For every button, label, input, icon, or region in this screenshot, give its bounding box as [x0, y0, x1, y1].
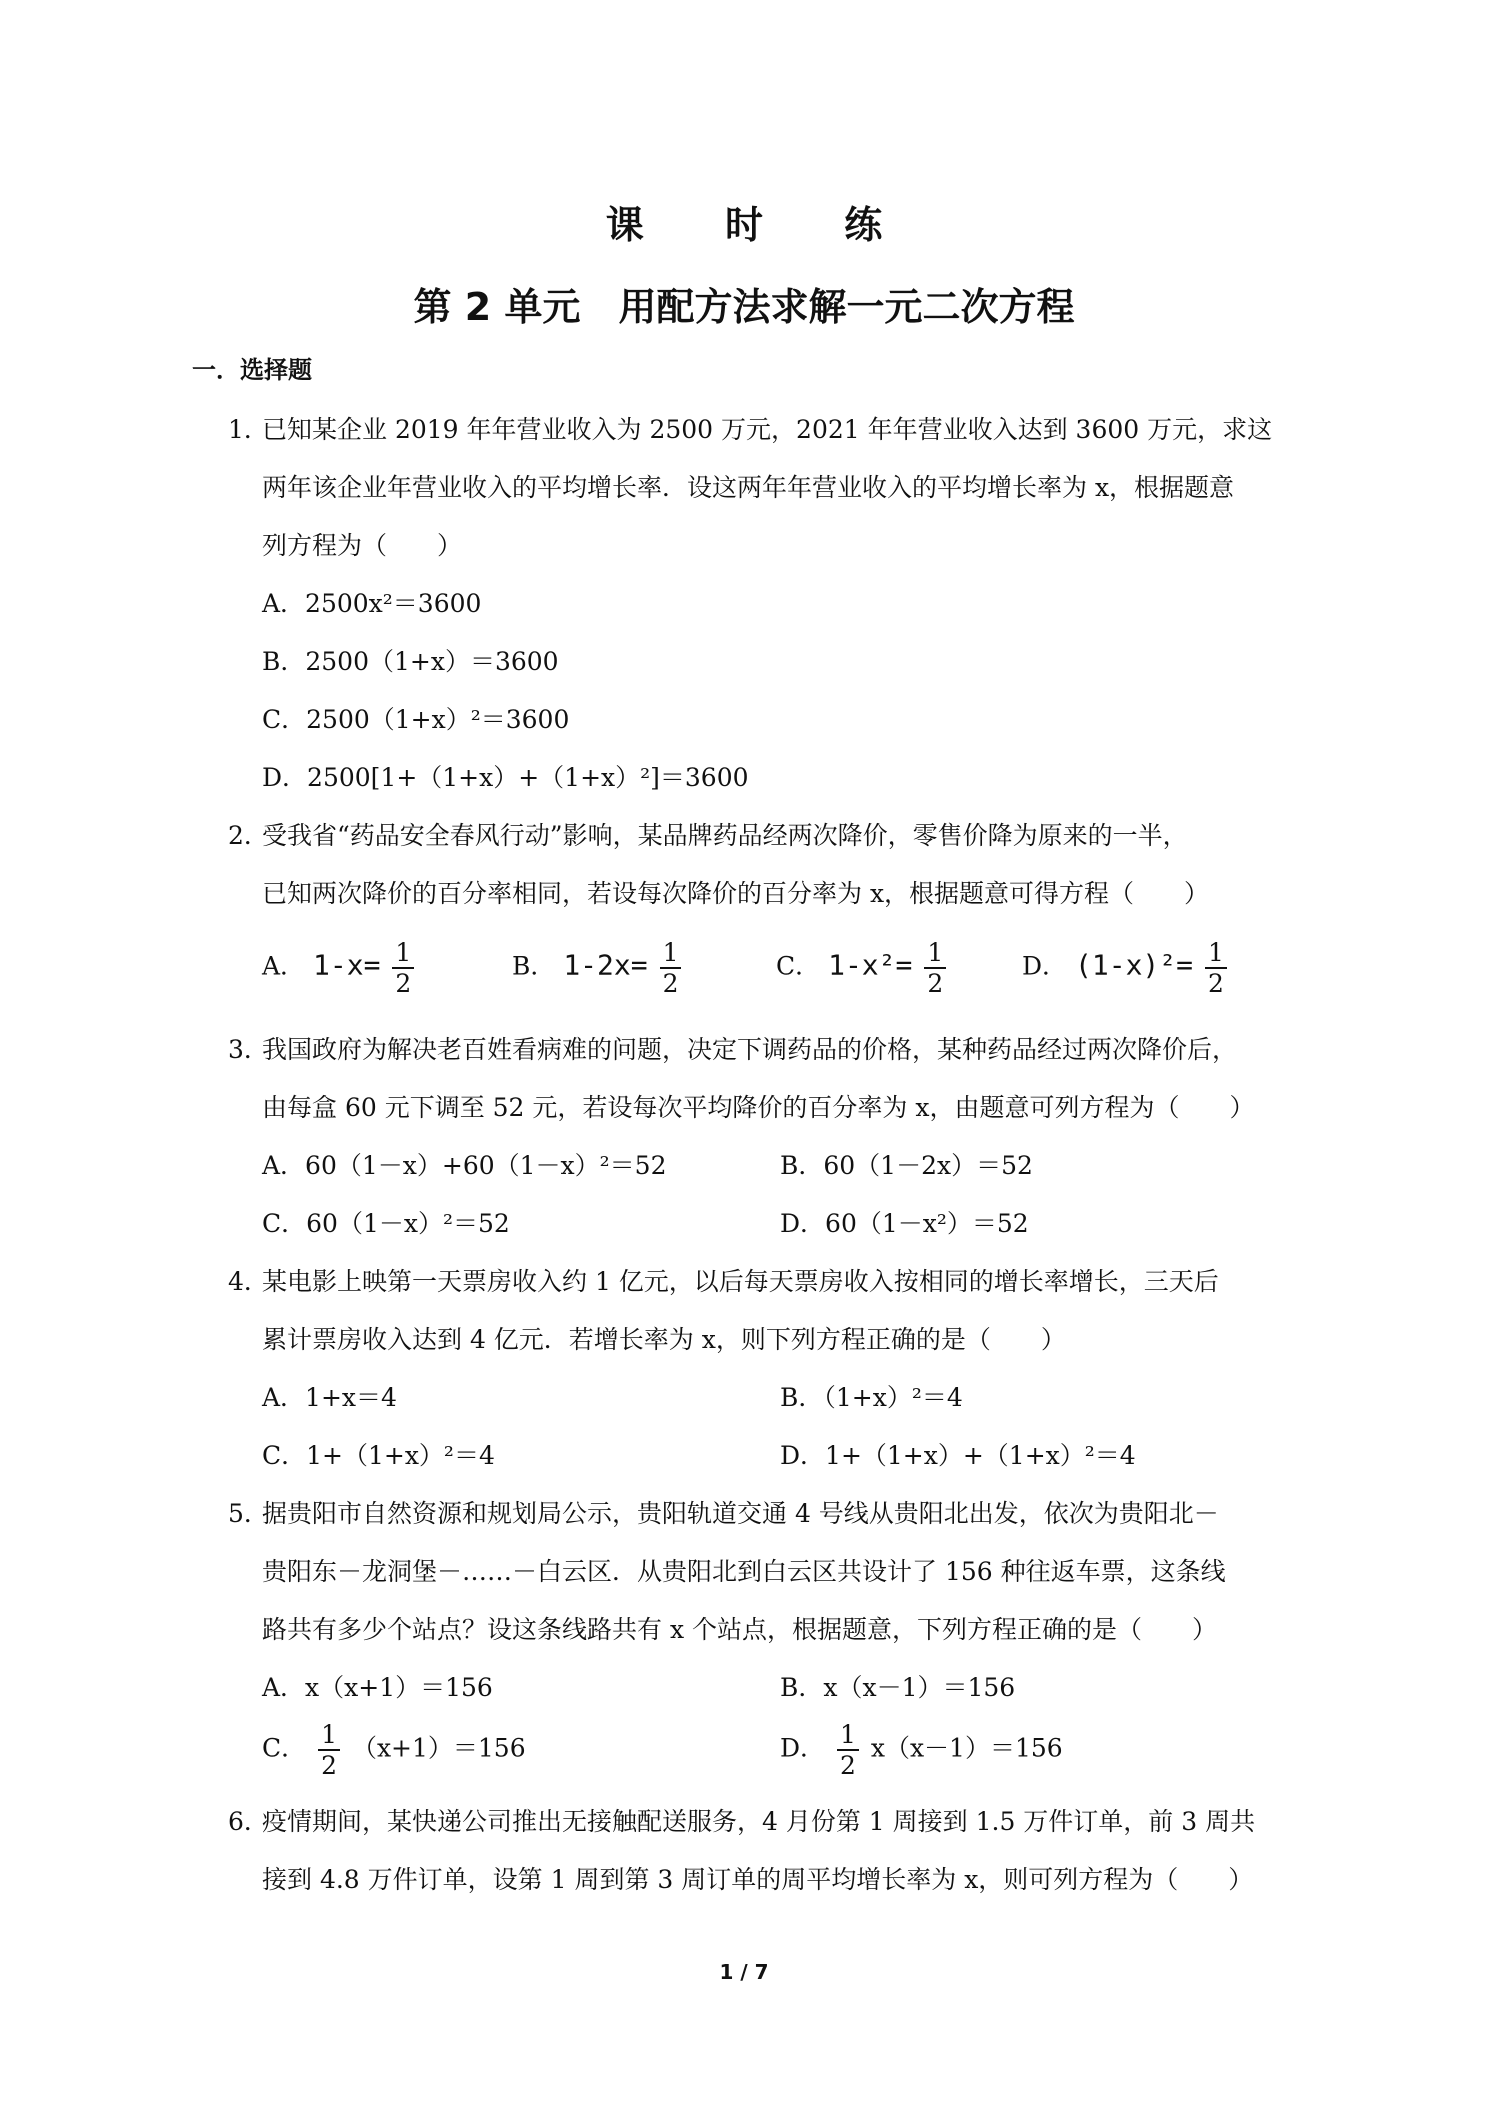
fraction — [837, 1722, 859, 1778]
option-expression: (1-x)²= — [1075, 948, 1194, 982]
question-3-option-c: C．60（1－x）²＝52 — [262, 1209, 510, 1238]
option-letter: C． — [776, 951, 821, 981]
question-4-option-a: A．1+x＝4 — [262, 1383, 397, 1412]
question-1-number: 1． — [228, 415, 269, 444]
question-1-line-2: 两年该企业年营业收入的平均增长率．设这两年年营业收入的平均增长率为 x，根据题意 — [262, 473, 1235, 502]
question-5-line-3: 路共有多少个站点？设这条线路共有 x 个站点，根据题意，下列方程正确的是（ ） — [262, 1615, 1217, 1644]
page-number: 1 / 7 — [719, 1960, 769, 1984]
fraction — [660, 940, 682, 996]
section-heading: 一．选择题 — [192, 356, 312, 384]
question-4-option-d: D．1+（1+x）+（1+x）²＝4 — [780, 1441, 1136, 1470]
fraction — [392, 940, 414, 996]
question-3-option-b: B．60（1－2x）＝52 — [780, 1151, 1033, 1180]
question-3-line-1: 我国政府为解决老百姓看病难的问题，决定下调药品的价格，某种药品经过两次降价后， — [262, 1035, 1238, 1064]
fraction-numerator: 1 — [660, 940, 682, 969]
option-expression: x（x－1）＝156 — [870, 1733, 1063, 1763]
question-3-option-a: A．60（1－x）+60（1－x）²＝52 — [262, 1151, 667, 1180]
question-6-line-1: 疫情期间，某快递公司推出无接触配送服务，4 月份第 1 周接到 1.5 万件订单，前 3 周共 — [262, 1807, 1256, 1836]
question-6-line-2: 接到 4.8 万件订单，设第 1 周到第 3 周订单的周平均增长率为 x，则可列方程为（ ） — [262, 1865, 1254, 1894]
fraction-numerator: 1 — [1205, 940, 1227, 969]
question-1-option-d: D．2500[1+（1+x）+（1+x）²]＝3600 — [262, 763, 749, 792]
document-title: 课 时 练 — [605, 203, 917, 247]
question-2-line-1: 受我省“药品安全春风行动”影响，某品牌药品经两次降价，零售价降为原来的一半， — [262, 821, 1188, 850]
unit-title: 第 2 单元 用配方法求解一元二次方程 — [413, 285, 1075, 329]
question-5-line-2: 贵阳东－龙洞堡－……－白云区．从贵阳北到白云区共设计了 156 种往返车票，这条线 — [262, 1557, 1226, 1586]
question-6-number: 6． — [228, 1807, 269, 1836]
fraction-denominator: 2 — [395, 969, 412, 998]
fraction-denominator: 2 — [662, 969, 679, 998]
question-2-option-a — [262, 940, 418, 996]
fraction — [1205, 940, 1227, 996]
question-2-option-c — [776, 940, 950, 996]
fraction-numerator: 1 — [392, 940, 414, 969]
question-4-option-c: C．1+（1+x）²＝4 — [262, 1441, 495, 1470]
option-letter: A． — [262, 951, 306, 981]
question-5-option-d — [780, 1722, 1063, 1778]
option-letter: C． — [262, 1733, 307, 1763]
question-1-option-a: A．2500x²＝3600 — [262, 589, 482, 618]
question-1-line-3: 列方程为（ ） — [262, 531, 463, 560]
question-4-option-b: B．（1+x）²＝4 — [780, 1383, 963, 1412]
question-5-option-b: B．x（x－1）＝156 — [780, 1673, 1016, 1702]
question-1-option-c: C．2500（1+x）²＝3600 — [262, 705, 570, 734]
option-letter: B． — [512, 951, 556, 981]
question-4-line-2: 累计票房收入达到 4 亿元．若增长率为 x，则下列方程正确的是（ ） — [262, 1325, 1066, 1354]
question-4-line-1: 某电影上映第一天票房收入约 1 亿元，以后每天票房收入按相同的增长率增长，三天后 — [262, 1267, 1219, 1296]
fraction-numerator: 1 — [318, 1722, 340, 1751]
question-2-number: 2． — [228, 821, 269, 850]
option-expression: 1-x= — [313, 948, 381, 982]
question-3-option-d: D．60（1－x²）＝52 — [780, 1209, 1029, 1238]
question-3-line-2: 由每盒 60 元下调至 52 元，若设每次平均降价的百分率为 x，由题意可列方程为（ ） — [262, 1093, 1255, 1122]
fraction-numerator: 1 — [924, 940, 946, 969]
fraction — [318, 1722, 340, 1778]
question-5-option-c — [262, 1722, 526, 1778]
fraction-denominator: 2 — [1207, 969, 1224, 998]
question-5-line-1: 据贵阳市自然资源和规划局公示，贵阳轨道交通 4 号线从贵阳北出发，依次为贵阳北－ — [262, 1499, 1219, 1528]
fraction-numerator: 1 — [837, 1722, 859, 1751]
question-2-option-d — [1022, 940, 1231, 996]
question-4-number: 4． — [228, 1267, 269, 1296]
question-2-option-b — [512, 940, 685, 996]
question-2-line-2: 已知两次降价的百分率相同，若设每次降价的百分率为 x，根据题意可得方程（ ） — [262, 879, 1210, 908]
option-expression: （x+1）＝156 — [351, 1733, 526, 1763]
question-1-line-1: 已知某企业 2019 年年营业收入为 2500 万元，2021 年年营业收入达到 3600 万元，求这 — [262, 415, 1273, 444]
question-5-number: 5． — [228, 1499, 269, 1528]
option-expression: 1-2x= — [563, 948, 648, 982]
question-3-number: 3． — [228, 1035, 269, 1064]
question-5-option-a: A．x（x+1）＝156 — [262, 1673, 493, 1702]
option-letter: D． — [1022, 951, 1068, 981]
question-1-option-b: B．2500（1+x）＝3600 — [262, 647, 559, 676]
fraction-denominator: 2 — [840, 1751, 856, 1780]
option-letter: D． — [780, 1733, 826, 1763]
fraction-denominator: 2 — [321, 1751, 337, 1780]
fraction-denominator: 2 — [927, 969, 944, 998]
fraction — [924, 940, 946, 996]
option-expression: 1-x²= — [828, 948, 913, 982]
